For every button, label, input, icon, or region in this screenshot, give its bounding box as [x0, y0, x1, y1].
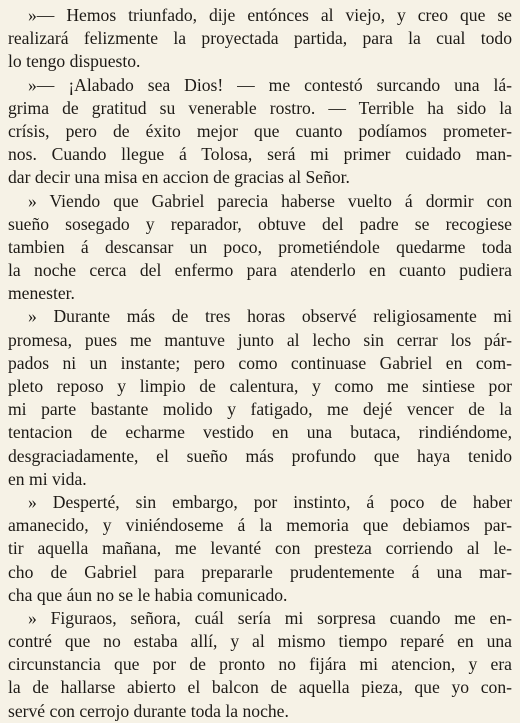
text-line: desgraciadamente, el sueño más profundo que haya tenido: [8, 445, 512, 466]
text-line: sueño sosegado y reparador, obtuve del padre se recogiese: [8, 213, 512, 234]
text-line: realizará felizmente la proyectada partida, para la cual todo: [8, 28, 512, 49]
text-line: cho de Gabriel para prepararle prudentemente á una mar-: [8, 561, 512, 582]
text-line: la noche cerca del enfermo para atenderlo en cuanto pudiera: [8, 260, 512, 281]
text-line: en mi vida.: [8, 468, 87, 489]
paragraph: [8, 4, 512, 74]
paragraph: [8, 190, 512, 306]
text-line: pados ni un instante; pero como continuase Gabriel en com-: [8, 352, 512, 373]
text-line: » Figuraos, señora, cuál sería mi sorpresa cuando me en-: [28, 607, 512, 628]
text-line: la de hallarse abierto el balcon de aquella pieza, que yo con-: [8, 677, 512, 698]
text-line: amanecido, y viniéndoseme á la memoria que debiamos par-: [8, 515, 512, 536]
text-line: grima de gratitud su venerable rostro. — Terrible ha sido la: [8, 97, 512, 118]
text-line: lo tengo dispuesto.: [8, 51, 141, 72]
paragraph: [8, 491, 512, 607]
text-line: cha que áun no se le habia comunicado.: [8, 584, 288, 605]
paragraph: [8, 607, 512, 723]
text-line: servé con cerrojo durante toda la noche.: [8, 700, 289, 721]
text-line: circunstancia que por de pronto no fijára mi atencion, y era: [8, 654, 512, 675]
text-line: promesa, pues me mantuve junto al lecho sin cerrar los pár-: [8, 329, 512, 350]
text-line: pleto reposo y limpio de calentura, y como me sintiese por: [8, 376, 512, 396]
text-line: tir aquella mañana, me levanté con presteza corriendo al le-: [8, 538, 512, 559]
text-line: contré que no estaba allí, y al mismo tiempo reparé en una: [8, 631, 512, 652]
text-line: »— Hemos triunfado, dije entónces al viejo, y creo que se: [28, 5, 512, 25]
paragraph: [8, 74, 512, 190]
text-line: tentacion de echarme vestido en una butaca, rindiéndome,: [8, 422, 512, 443]
text-line: crísis, pero de éxito mejor que cuanto podíamos prometer-: [8, 120, 512, 141]
text-line: mi parte bastante molido y fatigado, me dejé vencer de la: [8, 399, 512, 420]
paragraph: [8, 305, 512, 491]
text-line: »— ¡Alabado sea Dios! — me contestó surcando una lá-: [28, 74, 512, 95]
body-text: [8, 4, 512, 723]
text-line: menester.: [8, 283, 75, 304]
text-line: » Durante más de tres horas observé religiosamente mi: [28, 306, 512, 327]
text-line: tambien á descansar un poco, prometiéndole quedarme toda: [8, 236, 512, 257]
text-line: » Viendo que Gabriel parecia haberse vuelto á dormir con: [28, 190, 512, 211]
text-line: dar decir una misa en accion de gracias al Señor.: [8, 167, 350, 188]
text-line: nos. Cuando llegue á Tolosa, será mi primer cuidado man-: [8, 144, 512, 165]
text-line: » Desperté, sin embargo, por instinto, á poco de haber: [28, 491, 512, 512]
